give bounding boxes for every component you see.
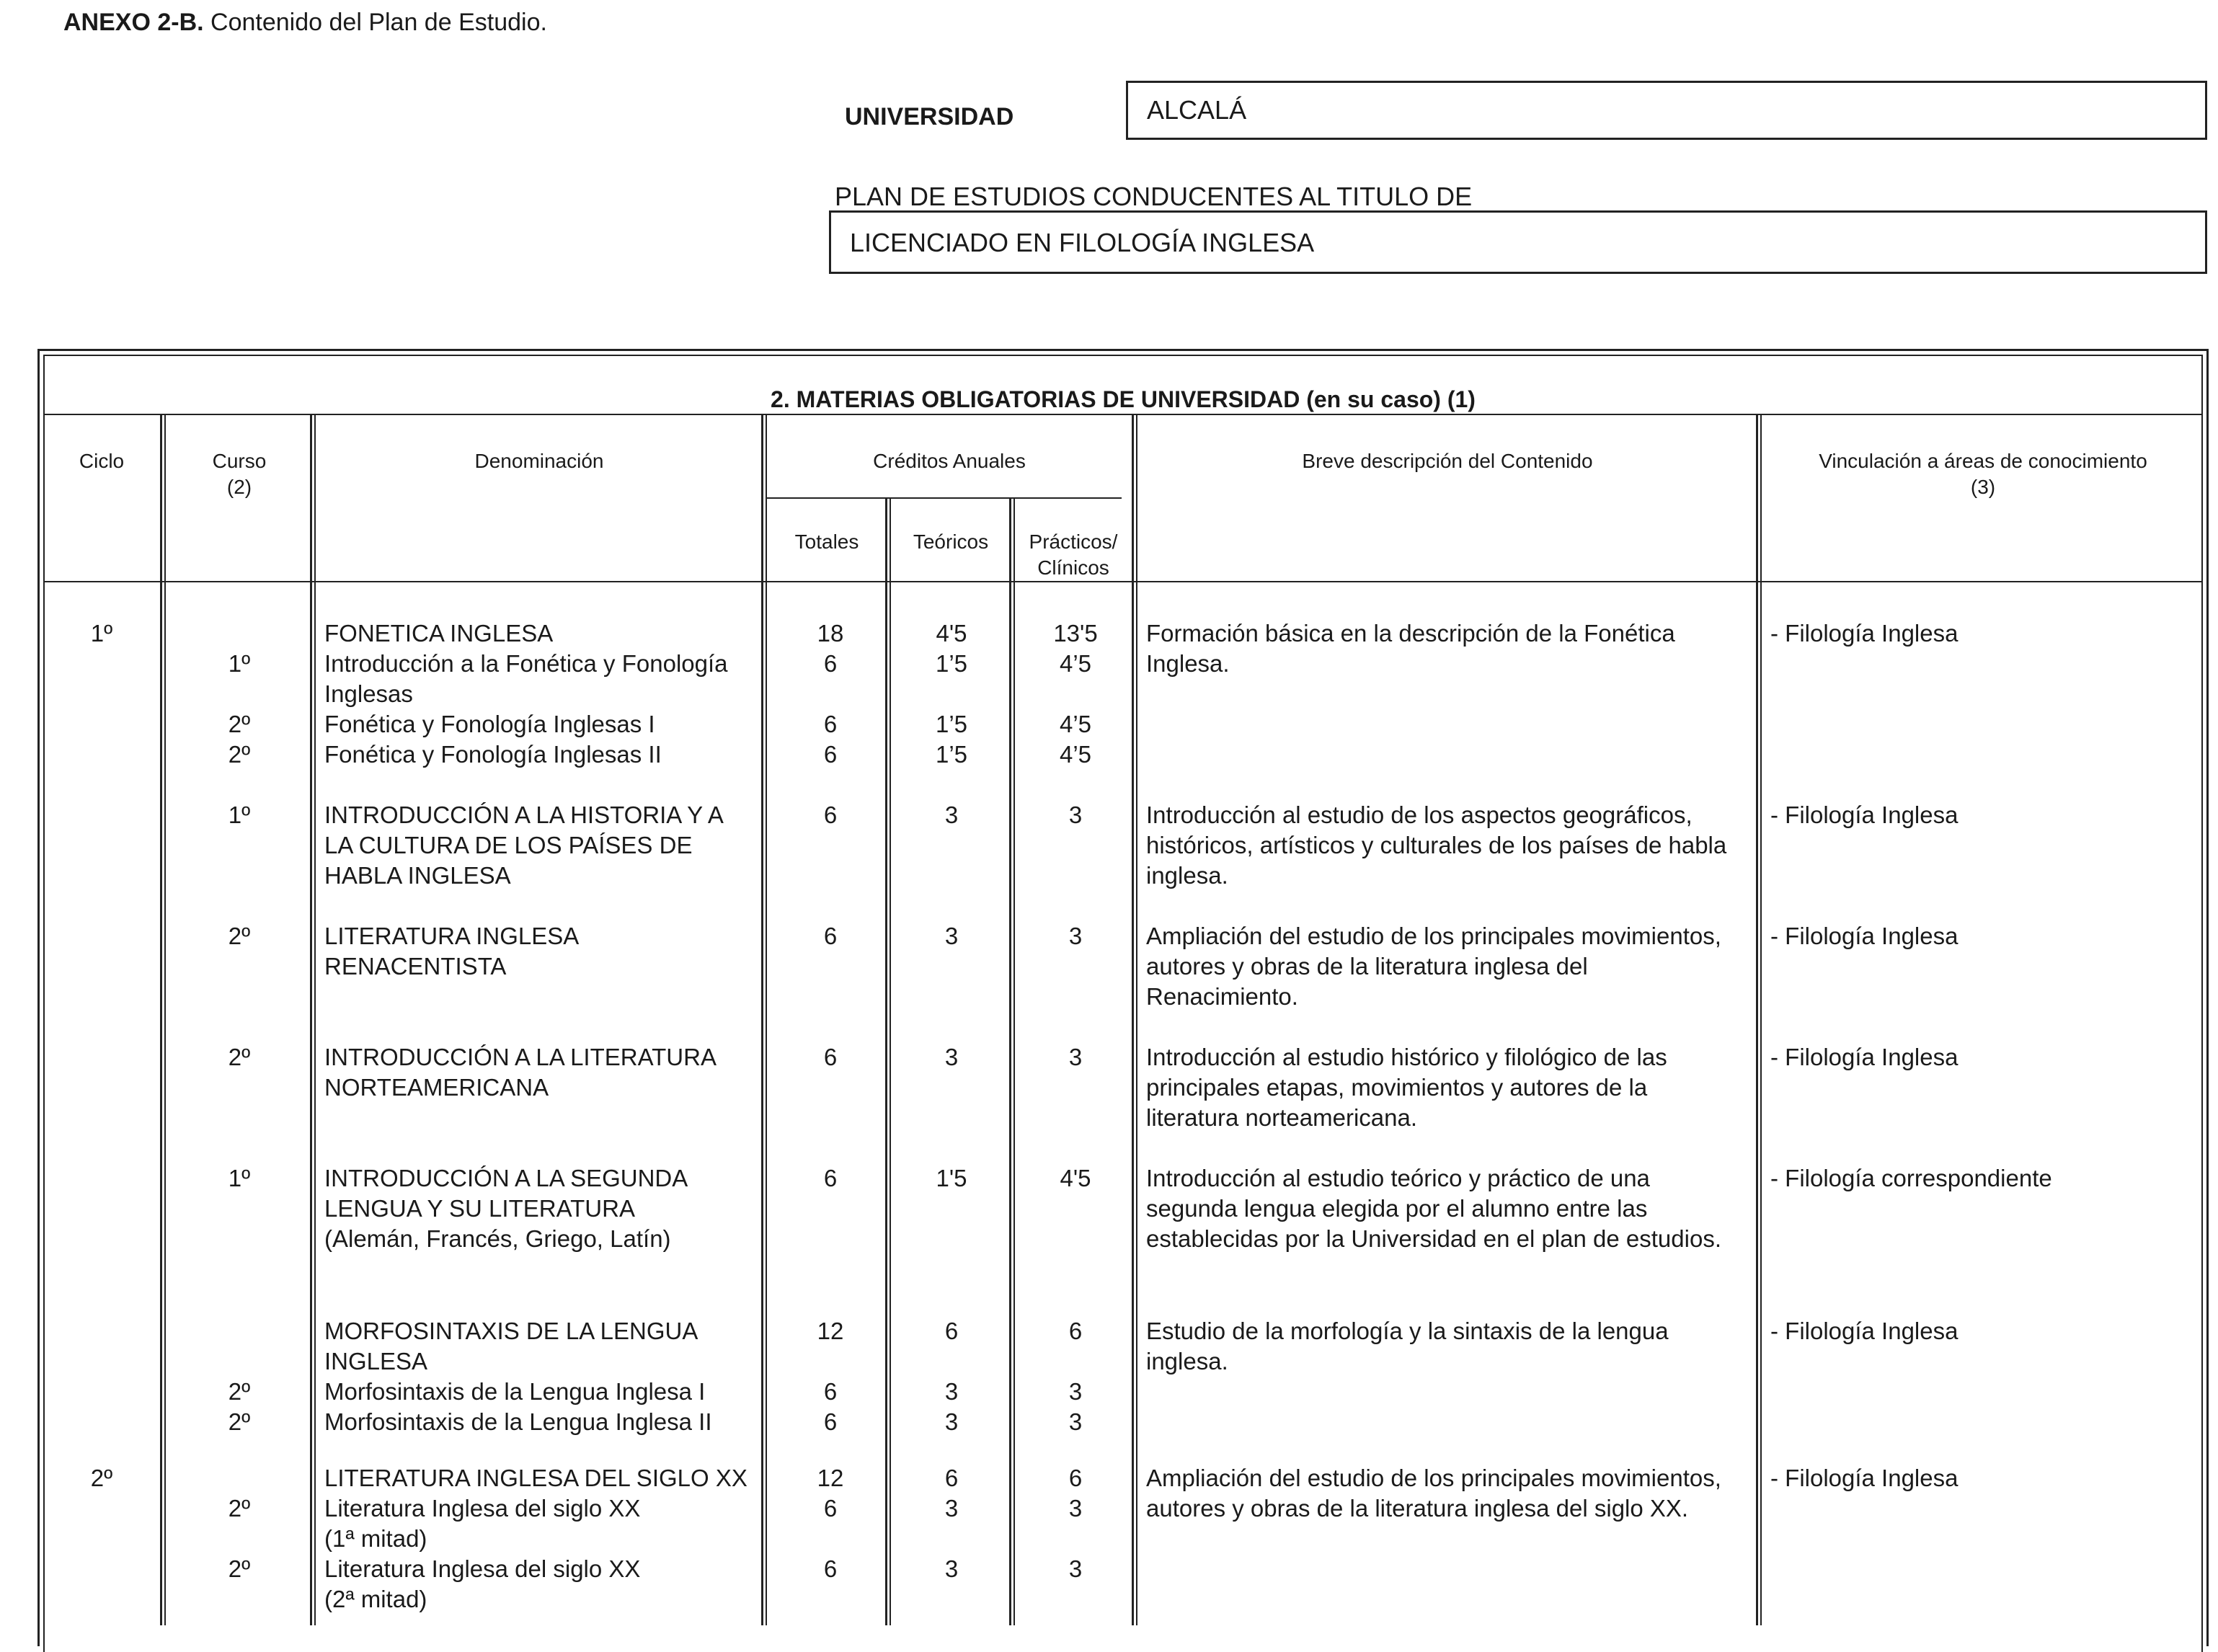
col-vinculacion-line2: (3) xyxy=(1970,476,1996,498)
divider-denominacion-inner xyxy=(766,414,767,1625)
cell-area: - Filología Inglesa xyxy=(1770,1318,1959,1344)
cell-curso: 2º xyxy=(228,1555,251,1582)
col-denominacion: Denominación xyxy=(474,450,604,472)
cell-teo: 3 xyxy=(944,1378,959,1405)
cell-pra: 4’5 xyxy=(1059,741,1092,768)
cell-tot: 6 xyxy=(823,650,838,677)
plan-value: LICENCIADO EN FILOLOGÍA INGLESA xyxy=(829,210,2207,274)
cell-tot: 6 xyxy=(823,1165,838,1191)
cell-descripcion: inglesa. xyxy=(1146,1348,1228,1375)
annex-label: ANEXO 2-B. xyxy=(63,9,204,36)
divider-practicos-inner xyxy=(1136,414,1137,1625)
cell-pra: 13'5 xyxy=(1053,620,1098,647)
plan-label: PLAN DE ESTUDIOS CONDUCENTES AL TITULO DE xyxy=(835,182,1473,211)
cell-curso: 2º xyxy=(228,741,251,768)
cell-denominacion: INTRODUCCIÓN A LA LITERATURA xyxy=(324,1044,717,1070)
cell-pra: 3 xyxy=(1068,1378,1083,1405)
cell-descripcion: Renacimiento. xyxy=(1146,983,1298,1010)
cell-denominacion: HABLA INGLESA xyxy=(324,862,511,889)
cell-curso: 1º xyxy=(228,801,251,828)
cell-curso: 1º xyxy=(228,650,251,677)
cell-descripcion: históricos, artísticos y culturales de los países de habla xyxy=(1146,832,1727,858)
cell-denominacion: LENGUA Y SU LITERATURA xyxy=(324,1195,635,1222)
credits-subheader-divider xyxy=(766,497,1122,499)
cell-descripcion: segunda lengua elegida por el alumno entre las xyxy=(1146,1195,1648,1222)
cell-denominacion: LA CULTURA DE LOS PAÍSES DE xyxy=(324,832,693,858)
cell-curso: 2º xyxy=(228,923,251,949)
section-title: 2. MATERIAS OBLIGATORIAS DE UNIVERSIDAD (en su caso) (1) xyxy=(771,386,1476,412)
cell-pra: 6 xyxy=(1068,1318,1083,1344)
col-practicos-line1: Prácticos/ xyxy=(1029,530,1118,553)
cell-teo: 3 xyxy=(944,923,959,949)
cell-area: - Filología Inglesa xyxy=(1770,1044,1959,1070)
divider-descripcion xyxy=(1756,414,1758,1625)
cell-pra: 3 xyxy=(1068,1555,1083,1582)
cell-denominacion: NORTEAMERICANA xyxy=(324,1074,549,1101)
cell-descripcion: inglesa. xyxy=(1146,862,1228,889)
cell-denominacion: LITERATURA INGLESA DEL SIGLO XX xyxy=(324,1465,748,1491)
university-value: ALCALÁ xyxy=(1126,81,2207,140)
col-curso xyxy=(169,448,310,500)
cell-descripcion: establecidas por la Universidad en el plan de estudios. xyxy=(1146,1225,1721,1252)
col-practicos-line2: Clínicos xyxy=(1037,556,1109,579)
col-descripcion: Breve descripción del Contenido xyxy=(1302,450,1593,472)
cell-tot: 12 xyxy=(817,1465,844,1491)
cell-denominacion: Fonética y Fonología Inglesas I xyxy=(324,711,655,737)
cell-ciclo: 2º xyxy=(90,1465,113,1491)
cell-denominacion: Inglesas xyxy=(324,680,413,707)
cell-teo: 3 xyxy=(944,801,959,828)
cell-descripcion: Introducción al estudio histórico y filológico de las xyxy=(1146,1044,1667,1070)
cell-denominacion: Literatura Inglesa del siglo XX xyxy=(324,1555,641,1582)
cell-teo: 3 xyxy=(944,1044,959,1070)
cell-area: - Filología Inglesa xyxy=(1770,923,1959,949)
cell-denominacion: Introducción a la Fonética y Fonología xyxy=(324,650,728,677)
cell-tot: 6 xyxy=(823,711,838,737)
col-ciclo: Ciclo xyxy=(79,450,125,472)
cell-pra: 6 xyxy=(1068,1465,1083,1491)
cell-tot: 12 xyxy=(817,1318,844,1344)
cell-pra: 4’5 xyxy=(1059,650,1092,677)
cell-teo: 3 xyxy=(944,1555,959,1582)
cell-descripcion: Inglesa. xyxy=(1146,650,1230,677)
cell-denominacion: (2ª mitad) xyxy=(324,1586,427,1612)
col-practicos xyxy=(1015,529,1132,581)
cell-denominacion: Morfosintaxis de la Lengua Inglesa I xyxy=(324,1378,706,1405)
cell-curso: 2º xyxy=(228,1495,251,1522)
cell-curso: 2º xyxy=(228,1408,251,1435)
cell-teo: 1’5 xyxy=(935,711,968,737)
cell-denominacion: Fonética y Fonología Inglesas II xyxy=(324,741,662,768)
cell-descripcion: Introducción al estudio de los aspectos geográficos, xyxy=(1146,801,1693,828)
divider-totales xyxy=(885,497,887,1625)
col-teoricos: Teóricos xyxy=(913,530,989,553)
divider-teoricos-inner xyxy=(1013,497,1015,1625)
cell-tot: 18 xyxy=(817,620,844,647)
cell-denominacion: INTRODUCCIÓN A LA HISTORIA Y A xyxy=(324,801,724,828)
cell-teo: 6 xyxy=(944,1318,959,1344)
cell-denominacion: INTRODUCCIÓN A LA SEGUNDA xyxy=(324,1165,688,1191)
col-vinculacion xyxy=(1763,448,2203,500)
col-vinculacion-line1: Vinculación a áreas de conocimiento xyxy=(1819,450,2147,472)
cell-denominacion: FONETICA INGLESA xyxy=(324,620,554,647)
cell-tot: 6 xyxy=(823,1044,838,1070)
cell-denominacion: (Alemán, Francés, Griego, Latín) xyxy=(324,1225,671,1252)
cell-tot: 6 xyxy=(823,801,838,828)
cell-teo: 1'5 xyxy=(936,1165,967,1191)
cell-denominacion: LITERATURA INGLESA xyxy=(324,923,580,949)
cell-denominacion: RENACENTISTA xyxy=(324,953,507,980)
cell-descripcion: Ampliación del estudio de los principales movimientos, xyxy=(1146,923,1721,949)
cell-descripcion: Formación básica en la descripción de la Fonética xyxy=(1146,620,1675,647)
divider-curso xyxy=(310,414,312,1625)
cell-descripcion: literatura norteamericana. xyxy=(1146,1104,1418,1131)
col-curso-line1: Curso xyxy=(212,450,267,472)
cell-descripcion: autores y obras de la literatura inglesa del xyxy=(1146,953,1588,980)
cell-descripcion: Ampliación del estudio de los principales movimientos, xyxy=(1146,1465,1721,1491)
col-curso-line2: (2) xyxy=(226,476,252,498)
cell-descripcion: principales etapas, movimientos y autores de la xyxy=(1146,1074,1648,1101)
university-label: UNIVERSIDAD xyxy=(845,103,1014,130)
cell-tot: 6 xyxy=(823,1495,838,1522)
cell-ciclo: 1º xyxy=(90,620,113,647)
cell-denominacion: MORFOSINTAXIS DE LA LENGUA xyxy=(324,1318,698,1344)
col-totales: Totales xyxy=(794,530,859,553)
cell-curso: 2º xyxy=(228,1378,251,1405)
cell-area: - Filología Inglesa xyxy=(1770,801,1959,828)
cell-pra: 3 xyxy=(1068,1495,1083,1522)
divider-teoricos xyxy=(1009,497,1011,1625)
cell-teo: 6 xyxy=(944,1465,959,1491)
divider-descripcion-inner xyxy=(1760,414,1762,1625)
cell-descripcion: Introducción al estudio teórico y práctico de una xyxy=(1146,1165,1650,1191)
cell-pra: 4'5 xyxy=(1060,1165,1091,1191)
cell-pra: 3 xyxy=(1068,923,1083,949)
divider-ciclo xyxy=(160,414,162,1625)
cell-denominacion: Morfosintaxis de la Lengua Inglesa II xyxy=(324,1408,712,1435)
annex-heading xyxy=(63,9,547,37)
divider-denominacion xyxy=(761,414,763,1625)
cell-pra: 4’5 xyxy=(1059,711,1092,737)
cell-denominacion: (1ª mitad) xyxy=(324,1525,427,1552)
cell-teo: 1’5 xyxy=(935,650,968,677)
cell-tot: 6 xyxy=(823,741,838,768)
cell-pra: 3 xyxy=(1068,801,1083,828)
cell-teo: 3 xyxy=(944,1495,959,1522)
annex-subtitle: Contenido del Plan de Estudio. xyxy=(203,9,547,36)
section-title-divider xyxy=(43,414,2203,415)
cell-descripcion: autores y obras de la literatura inglesa del siglo XX. xyxy=(1146,1495,1689,1522)
cell-tot: 6 xyxy=(823,923,838,949)
cell-tot: 6 xyxy=(823,1408,838,1435)
cell-denominacion: INGLESA xyxy=(324,1348,428,1375)
cell-area: - Filología Inglesa xyxy=(1770,1465,1959,1491)
col-creditos-anuales: Créditos Anuales xyxy=(873,450,1026,472)
header-bottom-divider xyxy=(43,581,2203,582)
cell-tot: 6 xyxy=(823,1555,838,1582)
cell-area: - Filología correspondiente xyxy=(1770,1165,2052,1191)
divider-ciclo-inner xyxy=(164,414,166,1625)
divider-curso-inner xyxy=(314,414,316,1625)
cell-tot: 6 xyxy=(823,1378,838,1405)
cell-descripcion: Estudio de la morfología y la sintaxis de la lengua xyxy=(1146,1318,1669,1344)
cell-teo: 1’5 xyxy=(935,741,968,768)
cell-pra: 3 xyxy=(1068,1408,1083,1435)
divider-practicos xyxy=(1132,414,1134,1625)
cell-curso: 2º xyxy=(228,711,251,737)
cell-curso: 1º xyxy=(228,1165,251,1191)
cell-area: - Filología Inglesa xyxy=(1770,620,1959,647)
cell-teo: 3 xyxy=(944,1408,959,1435)
cell-denominacion: Literatura Inglesa del siglo XX xyxy=(324,1495,641,1522)
cell-curso: 2º xyxy=(228,1044,251,1070)
cell-teo: 4'5 xyxy=(936,620,967,647)
cell-pra: 3 xyxy=(1068,1044,1083,1070)
divider-totales-inner xyxy=(890,497,891,1625)
